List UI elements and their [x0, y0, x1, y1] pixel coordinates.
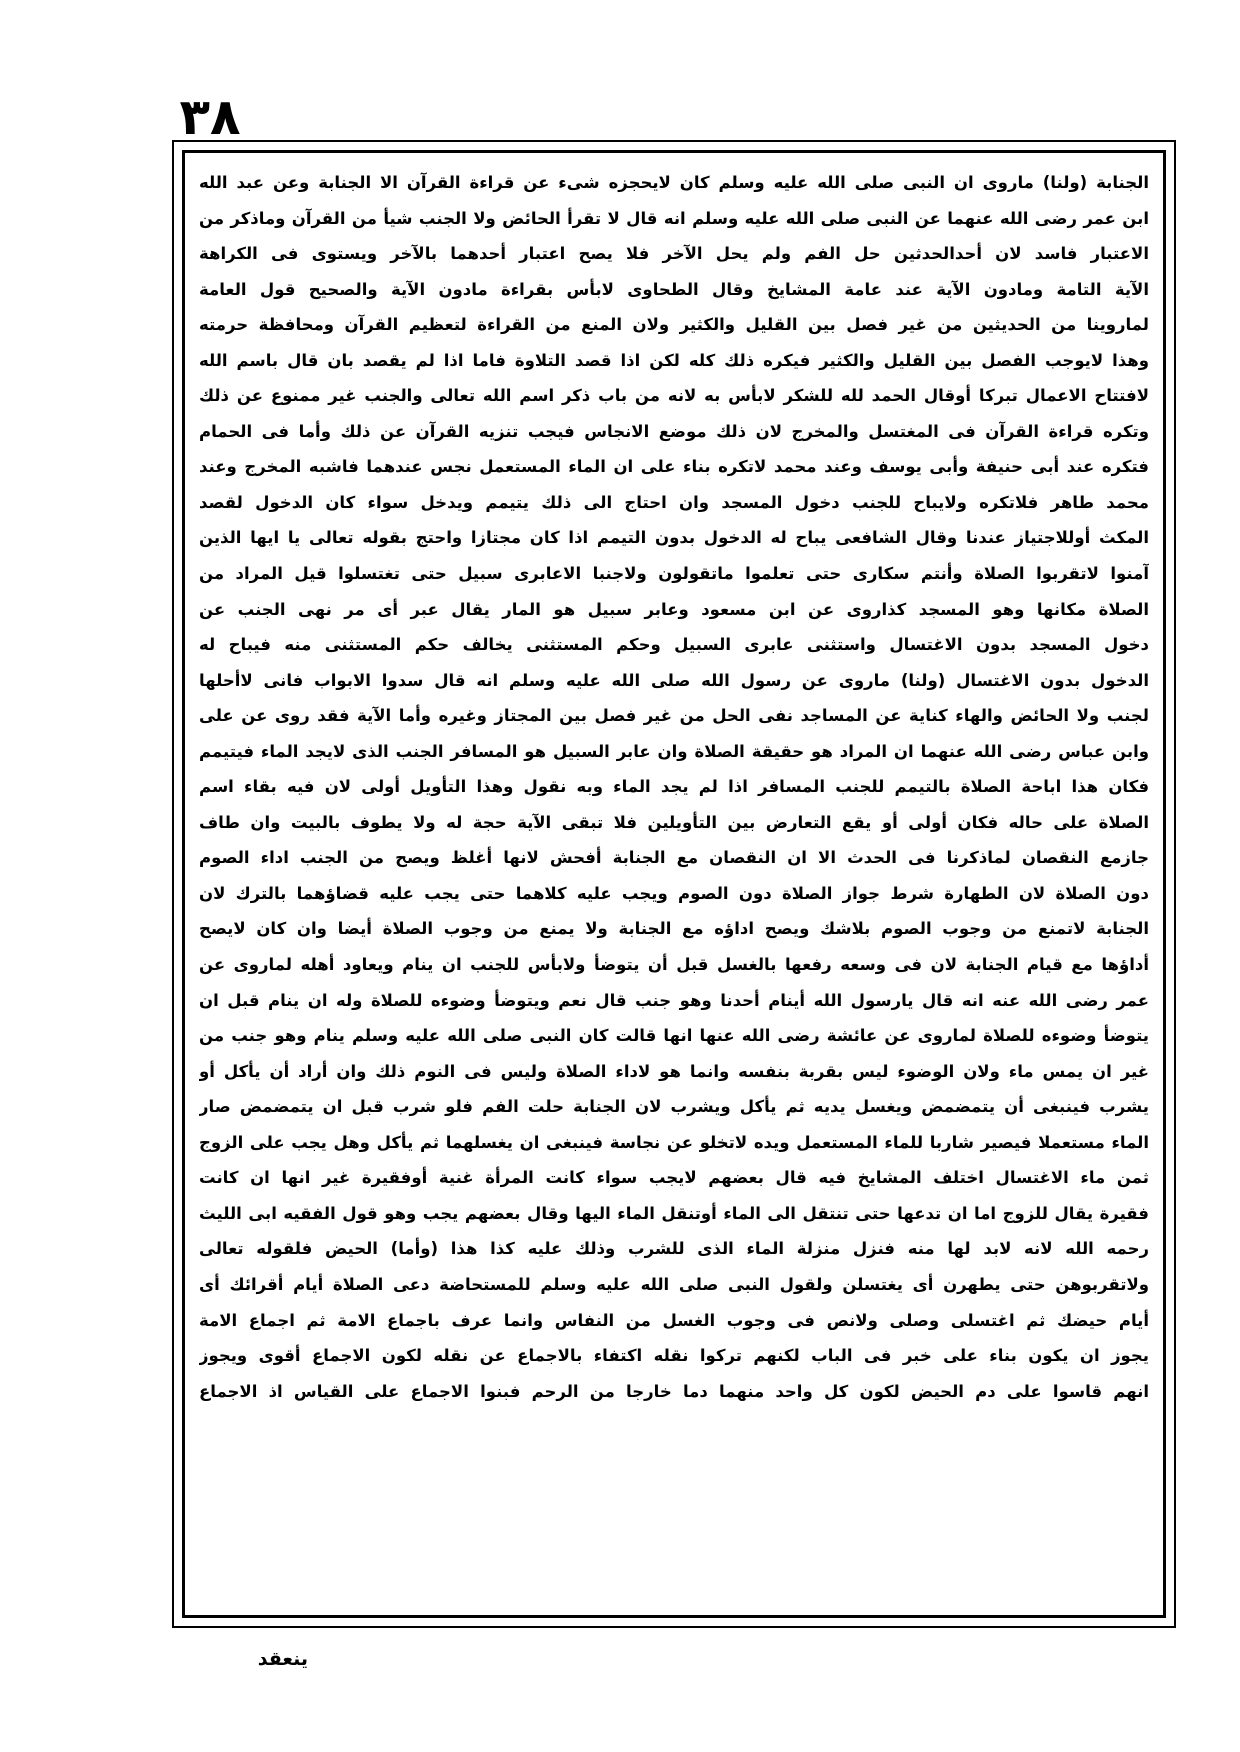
text-line: ولاتقربوهن حتى يطهرن أى يغتسلن ولقول النبى صلى الله عليه وسلم للمستحاضة دعى الصلاة أيام أقرائك أى [199, 1274, 1149, 1294]
text-line: لماروينا من الحديثين من غير فصل بين القليل والكثير ولان المنع من القراءة لتعظيم القرآن ومحافظة حرمته [199, 315, 1149, 335]
text-line: جازمع النقصان لماذكرنا فى الحدث الا ان النقصان مع الجنابة أفحش لانها أغلظ ويصح من الجنب اداء الصوم [199, 848, 1149, 868]
text-line: الصلاة مكانها وهو المسجد كذاروى عن ابن مسعود وعابر سبيل هو المار يقال عبر أى مر نهى الجنب عن [199, 599, 1149, 619]
text-line: دون الصلاة لان الطهارة شرط جواز الصلاة دون الصوم ويجب عليه كلاهما حتى يجب عليه قضاؤهما بالترك لان [199, 883, 1149, 903]
page-frame-inner [182, 150, 1166, 1618]
catchword: ينعقد [257, 1648, 308, 1670]
text-line: عمر رضى الله عنه انه قال يارسول الله أينام أحدنا وهو جنب قال نعم ويتوضأ وضوءه للصلاة وله ان ينام قبل ان [199, 990, 1149, 1010]
text-line: ثمن ماء الاغتسال اختلف المشايخ فيه قال بعضهم لايجب سواء كانت المرأة غنية أوفقيرة غير انها ان كانت [199, 1168, 1149, 1188]
text-line: أداؤها مع قيام الجنابة لان فى وسعه رفعها بالغسل قبل أن يتوضأ ولابأس للجنب ان ينام ويعاود أهله لماروى عن [199, 955, 1149, 975]
text-line: الآية التامة ومادون الآية عند عامة المشايخ وقال الطحاوى لابأس بقراءة مادون الآية والصحيح قول العامة [199, 279, 1149, 299]
text-line: يجوز ان يكون بناء على خبر فى الباب لكنهم تركوا نقله اكتفاء بالاجماع عن نقله لكون الاجماع أقوى ويجوز [199, 1346, 1149, 1366]
text-line: دخول المسجد بدون الاغتسال واستثنى عابرى السبيل وحكم المستثنى يخالف حكم المستثنى منه فيباح له [199, 635, 1149, 655]
text-line: فقيرة يقال للزوج اما ان تدعها حتى تنتقل الى الماء أوتنقل الماء اليها وقال بعضهم يجب وهو قول الفقيه ابى الليث [199, 1203, 1149, 1223]
text-line: فكان هذا اباحة الصلاة بالتيمم للجنب المسافر اذا لم يجد الماء وبه نقول وهذا التأويل أولى لان فيه بقاء اسم [199, 777, 1149, 797]
text-line: محمد طاهر فلاتكره ولايباح للجنب دخول المسجد وان احتاج الى ذلك يتيمم ويدخل سواء كان الدخول لقصد [199, 492, 1149, 512]
text-line: الاعتبار فاسد لان أحدالحدثين حل الفم ولم يحل الآخر فلا يصح اعتبار أحدهما بالآخر ويستوى فى الكراهة [199, 244, 1149, 264]
text-line: انهم قاسوا على دم الحيض لكون كل واحد منهما دما خارجا من الرحم فبنوا الاجماع على القياس اذ الاجماع [199, 1381, 1149, 1401]
text-line: رحمه الله لانه لابد لها منه فنزل منزلة الماء الذى للشرب وذلك عليه كذا هذا (وأما) الحيض فلقوله تعالى [199, 1239, 1149, 1259]
text-line: الجنابة (ولنا) ماروى ان النبى صلى الله عليه وسلم كان لايحجزه شىء عن قراءة القرآن الا الجنابة وعن عبد الله [199, 173, 1149, 192]
main-text-block [199, 165, 1149, 1607]
text-line: أيام حيضك ثم اغتسلى وصلى ولانص فى وجوب الغسل من النفاس وانما عرف باجماع الامة ثم اجماع الامة [199, 1310, 1149, 1330]
text-line: ابن عمر رضى الله عنهما عن النبى صلى الله عليه وسلم انه قال لا تقرأ الحائض ولا الجنب شيأ من القرآن وماذكر من [199, 208, 1149, 228]
text-line: وتكره قراءة القرآن فى المغتسل والمخرج لان ذلك موضع الانجاس فيجب تنزيه القرآن عن ذلك وأما فى الحمام [199, 421, 1149, 441]
text-line: المكث أوللاجتياز عندنا وقال الشافعى يباح له الدخول بدون التيمم اذا كان مجتازا واحتج بقوله تعالى يا ايها الذين [199, 528, 1149, 548]
text-line: يتوضأ وضوءه للصلاة لماروى عن عائشة رضى الله عنها انها قالت كان النبى صلى الله عليه وسلم ينام وهو جنب من [199, 1026, 1149, 1046]
text-line: وابن عباس رضى الله عنهما ان المراد هو حقيقة الصلاة وان عابر السبيل هو المسافر الجنب الذى لايجد الماء فيتيمم [199, 741, 1149, 761]
text-line: آمنوا لاتقربوا الصلاة وأنتم سكارى حتى تعلموا ماتقولون ولاجنبا الاعابرى سبيل حتى تغتسلوا قيل المراد من [199, 564, 1149, 584]
text-line: لجنب ولا الحائض والهاء كناية عن المساجد نفى الحل من غير فصل بين المجتاز وغيره وأما الآية فقد روى عن على [199, 706, 1149, 726]
page-frame-outer [172, 140, 1176, 1628]
text-line: الماء مستعملا فيصير شاربا للماء المستعمل ويده لاتخلو عن نجاسة فينبغى ان يغسلهما ثم يأكل وهل يجب على الزوج [199, 1132, 1149, 1152]
text-line: لافتتاح الاعمال تبركا أوقال الحمد لله للشكر لابأس به لانه من باب ذكر اسم الله تعالى والجنب غير ممنوع عن ذلك [199, 386, 1149, 406]
text-line: الصلاة على حاله فكان أولى أو يقع التعارض بين التأويلين فلا تبقى الآية حجة له ولا يطوف بالبيت وان طاف [199, 812, 1149, 832]
text-line: فتكره عند أبى حنيفة وأبى يوسف وعند محمد لاتكره بناء على ان الماء المستعمل نجس عندهما فاشبه المخرج وعند [199, 457, 1149, 477]
text-line: وهذا لايوجب الفصل بين القليل والكثير فيكره ذلك كله لكن اذا قصد التلاوة فاما اذا لم يقصد بان قال باسم الله [199, 350, 1149, 370]
text-line: الجنابة لاتمنع من وجوب الصوم بلاشك ويصح اداؤه مع الجنابة ولا يمنع من وجوب الصلاة أيضا وان كان لايصح [199, 919, 1149, 939]
text-line: غير ان يمس ماء ولان الوضوء ليس بقربة بنفسه وانما هو لاداء الصلاة وليس فى النوم ذلك وان أراد أن يأكل أو [199, 1061, 1149, 1081]
page-number: ٣٨ [179, 88, 241, 146]
text-line: الدخول بدون الاغتسال (ولنا) ماروى عن رسول الله صلى الله عليه وسلم انه قال سدوا الابواب فانى لاأحلها [199, 670, 1149, 690]
text-line: يشرب فينبغى أن يتمضمض ويغسل يديه ثم يأكل ويشرب لان الجنابة حلت الفم فلو شرب قبل ان يتمضمض صار [199, 1097, 1149, 1117]
